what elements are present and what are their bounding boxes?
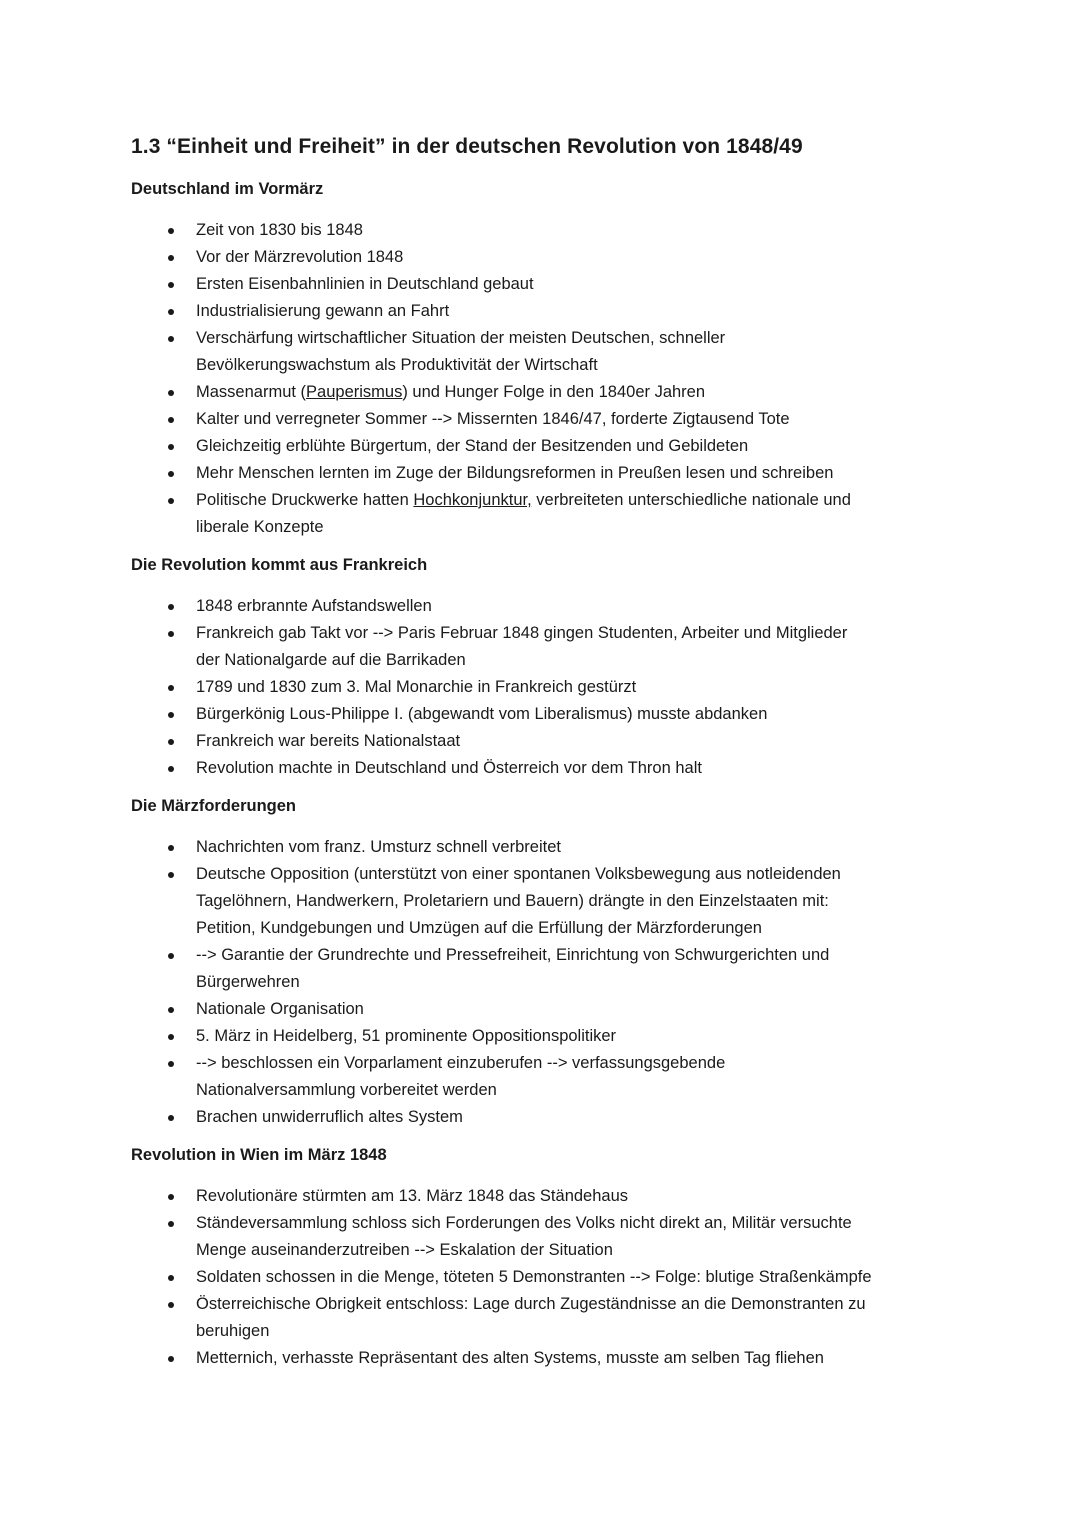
bullet-icon [168, 336, 174, 342]
list-item-text: Ersten Eisenbahnlinien in Deutschland gebaut [196, 275, 534, 293]
list-item-text: 1848 erbrannte Aufstandswellen [196, 597, 432, 615]
list-item-text: Verschärfung wirtschaftlicher Situation der meisten Deutschen, schneller Bevölkerungswachstum als Produktivität der Wirtschaft [196, 329, 726, 374]
list-item-text: Nationale Organisation [196, 1000, 364, 1018]
list-item [131, 379, 951, 406]
bullet-icon [168, 444, 174, 450]
bullet-icon [168, 1221, 174, 1227]
sections-container [131, 177, 951, 1372]
list-item [131, 942, 951, 996]
list-item-text: Frankreich gab Takt vor --> Paris Februar 1848 gingen Studenten, Arbeiter und Mitglieder der Nationalgarde auf die Barrikaden [196, 624, 848, 669]
list-item [131, 1104, 951, 1131]
list-item [131, 433, 951, 460]
section-4 [131, 1143, 951, 1372]
bullet-icon [168, 1302, 174, 1308]
list-item [131, 755, 951, 782]
list-item [131, 620, 951, 674]
bullet-icon [168, 282, 174, 288]
list-item [131, 593, 951, 620]
list-item-text: verbreiteten unterschiedliche nationale und liberale Konzepte [196, 491, 851, 536]
bullet-icon [168, 872, 174, 878]
list-item [131, 217, 951, 244]
bullet-icon [168, 498, 174, 504]
bullet-icon [168, 1007, 174, 1013]
list-item [131, 298, 951, 325]
section-heading: Revolution in Wien im März 1848 [131, 1146, 387, 1164]
list-item [131, 487, 951, 541]
document-page [131, 132, 951, 1384]
section-1 [131, 177, 951, 541]
list-item-text: ) und Hunger Folge in den 1840er Jahren [402, 383, 706, 401]
list-item-text: Deutsche Opposition (unterstützt von einer spontanen Volksbewegung aus notleidenden Tagelöhnern, Handwerkern, Proletariern und Bauern) drängte in den Einzelstaaten mit: Petition, Kundgebungen und Umzügen auf die Erfüllung der Märzforderungen [196, 865, 841, 937]
list-item-text: Politische Druckwerke hatten [196, 491, 414, 509]
list-item [131, 271, 951, 298]
list-item-text: 5. März in Heidelberg, 51 prominente Oppositionspolitiker [196, 1027, 617, 1045]
bullet-list [131, 1183, 951, 1372]
list-item [131, 1023, 951, 1050]
bullet-icon [168, 604, 174, 610]
list-item-text: Frankreich war bereits Nationalstaat [196, 732, 461, 750]
list-item [131, 701, 951, 728]
underlined-term: Pauperismus [306, 383, 403, 401]
list-item-text: Brachen unwiderruflich altes System [196, 1108, 463, 1126]
bullet-icon [168, 953, 174, 959]
section-heading: Die Revolution kommt aus Frankreich [131, 556, 428, 574]
list-item [131, 1291, 951, 1345]
bullet-icon [168, 766, 174, 772]
bullet-icon [168, 845, 174, 851]
underlined-term: Hochkonjunktur, [413, 491, 532, 509]
bullet-icon [168, 1275, 174, 1281]
bullet-icon [168, 1115, 174, 1121]
bullet-icon [168, 1061, 174, 1067]
list-item-text: Industrialisierung gewann an Fahrt [196, 302, 450, 320]
list-item-text: Ständeversammlung schloss sich Forderungen des Volks nicht direkt an, Militär versuchte Menge auseinanderzutreiben --> Eskalation der Situation [196, 1214, 852, 1259]
bullet-icon [168, 1034, 174, 1040]
list-item-text: Gleichzeitig erblühte Bürgertum, der Stand der Besitzenden und Gebildeten [196, 437, 749, 455]
list-item [131, 1210, 951, 1264]
list-item [131, 406, 951, 433]
section-heading: Die Märzforderungen [131, 797, 297, 815]
list-item-text: Vor der Märzrevolution 1848 [196, 248, 404, 266]
list-item-text: Nachrichten vom franz. Umsturz schnell verbreitet [196, 838, 561, 856]
list-item-text: --> beschlossen ein Vorparlament einzuberufen --> verfassungsgebende Nationalversammlung vorbereitet werden [196, 1054, 726, 1099]
section-heading: Deutschland im Vormärz [131, 180, 324, 198]
list-item [131, 1050, 951, 1104]
list-item-text: Revolutionäre stürmten am 13. März 1848 das Ständehaus [196, 1187, 628, 1205]
bullet-icon [168, 471, 174, 477]
list-item-text: --> Garantie der Grundrechte und Pressefreiheit, Einrichtung von Schwurgerichten und Bürgerwehren [196, 946, 830, 991]
list-item-text: 1789 und 1830 zum 3. Mal Monarchie in Frankreich gestürzt [196, 678, 637, 696]
list-item [131, 325, 951, 379]
list-item [131, 834, 951, 861]
section-3 [131, 794, 951, 1131]
list-item-text: Soldaten schossen in die Menge, töteten 5 Demonstranten --> Folge: blutige Straßenkämpfe [196, 1268, 872, 1286]
bullet-icon [168, 739, 174, 745]
bullet-list [131, 217, 951, 541]
bullet-icon [168, 417, 174, 423]
list-item-text: Metternich, verhasste Repräsentant des alten Systems, musste am selben Tag fliehen [196, 1349, 824, 1367]
bullet-icon [168, 228, 174, 234]
bullet-icon [168, 1194, 174, 1200]
list-item [131, 674, 951, 701]
list-item-text: Massenarmut ( [196, 383, 307, 401]
bullet-list [131, 593, 951, 782]
list-item-text: Kalter und verregneter Sommer --> Missernten 1846/47, forderte Zigtausend Tote [196, 410, 790, 428]
list-item [131, 460, 951, 487]
list-item [131, 1264, 951, 1291]
list-item-text: Bürgerkönig Lous-Philippe I. (abgewandt vom Liberalismus) musste abdanken [196, 705, 768, 723]
list-item [131, 996, 951, 1023]
list-item [131, 244, 951, 271]
bullet-icon [168, 631, 174, 637]
list-item-text: Zeit von 1830 bis 1848 [196, 221, 363, 239]
bullet-icon [168, 685, 174, 691]
bullet-list [131, 834, 951, 1131]
section-2 [131, 553, 951, 782]
list-item [131, 1183, 951, 1210]
bullet-icon [168, 712, 174, 718]
list-item-text: Mehr Menschen lernten im Zuge der Bildungsreformen in Preußen lesen und schreiben [196, 464, 834, 482]
list-item [131, 728, 951, 755]
list-item-text: Österreichische Obrigkeit entschloss: Lage durch Zugeständnisse an die Demonstranten zu beruhigen [196, 1295, 866, 1340]
bullet-icon [168, 309, 174, 315]
bullet-icon [168, 390, 174, 396]
bullet-icon [168, 255, 174, 261]
document-title: 1.3 “Einheit und Freiheit” in der deutschen Revolution von 1848/49 [131, 135, 803, 158]
bullet-icon [168, 1356, 174, 1362]
list-item-text: Revolution machte in Deutschland und Österreich vor dem Thron halt [196, 759, 702, 777]
list-item [131, 1345, 951, 1372]
list-item [131, 861, 951, 942]
